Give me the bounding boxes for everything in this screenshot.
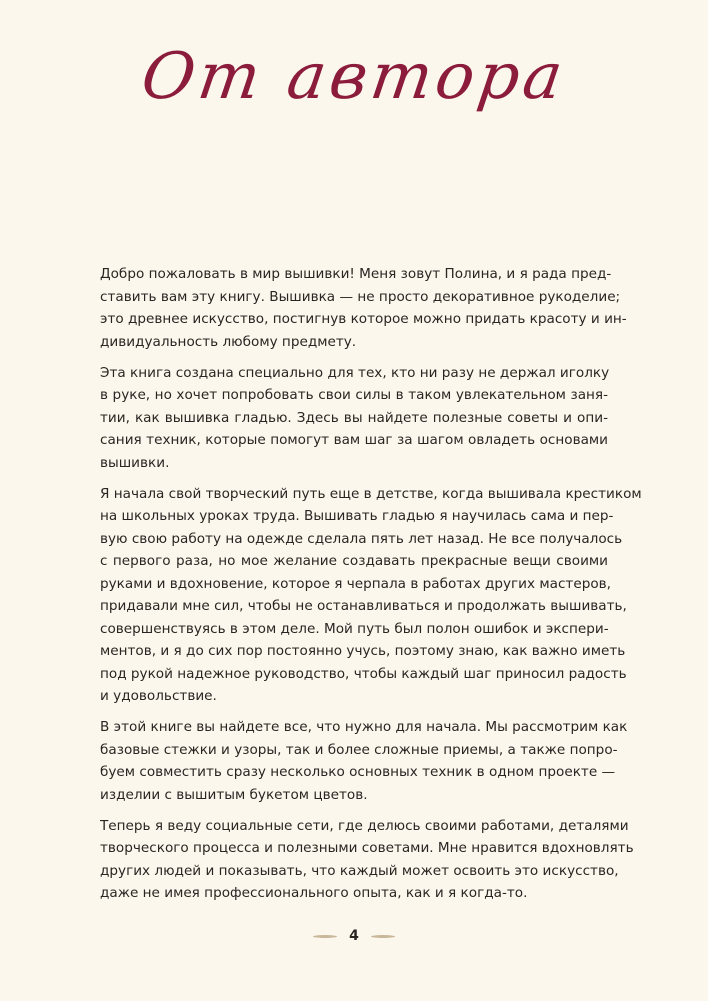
text-line: творческого процесса и полезными советами. Мне нравится вдохновлять <box>100 840 634 856</box>
text-line: дивидуальность любому предмету. <box>100 333 357 350</box>
ornament-left-icon <box>313 935 337 938</box>
text-line: и удовольствие. <box>100 688 217 704</box>
text-line: придавали мне сил, чтобы не останавливаться и продолжать вышивать, <box>100 598 627 614</box>
text-line: тии, как вышивка гладью. Здесь вы найдете полезные советы и опи- <box>100 409 608 426</box>
paragraph <box>100 716 628 806</box>
text-line: вышивки. <box>100 454 170 471</box>
text-line: в руке, но хочет попробовать свои силы в таком увлекательном заня- <box>100 387 608 403</box>
paragraph <box>100 483 642 708</box>
text-line: буем совместить сразу несколько основных техник в одном проекте — <box>100 764 616 780</box>
text-line: изделии с вышитым букетом цветов. <box>100 786 368 803</box>
paragraph <box>100 362 608 475</box>
page-footer <box>0 928 708 944</box>
paragraph <box>100 815 634 905</box>
page-title: От автора <box>137 40 571 114</box>
ornament-right-icon <box>371 935 395 938</box>
text-line: других людей и показывать, что каждый может освоить это искусство, <box>100 862 619 879</box>
text-line: даже не имея профессионального опыта, как и я когда-то. <box>100 885 528 901</box>
text-line: под рукой надежное руководство, чтобы каждый шаг приносил радость <box>100 665 627 682</box>
text-line: совершенствуясь в этом деле. Мой путь был полон ошибок и экспери- <box>100 620 609 637</box>
body-text <box>100 263 642 913</box>
text-line: сания техник, которые помогут вам шаг за шагом овладеть основами <box>100 432 608 448</box>
text-line: ментов, и я до сих пор постоянно учусь, поэтому знаю, как важно иметь <box>100 643 626 659</box>
text-line: это древнее искусство, постигнув которое можно придать красоту и ин- <box>100 311 627 327</box>
text-line: руками и вдохновение, которое я черпала в работах других мастеров, <box>100 575 611 592</box>
text-line: с первого раза, но мое желание создавать прекрасные вещи своими <box>100 553 608 569</box>
text-line: В этой книге вы найдете все, что нужно для начала. Мы рассмотрим как <box>100 719 628 735</box>
text-line: базовые стежки и узоры, так и более сложные приемы, а также попро- <box>100 741 618 758</box>
text-line: Добро пожаловать в мир вышивки! Меня зовут Полина, и я рада пред- <box>100 266 612 282</box>
text-line: на школьных уроках труда. Вышивать гладью я научилась сама и пер- <box>100 508 614 524</box>
text-line: вую свою работу на одежде сделала пять лет назад. Не все получалось <box>100 530 623 547</box>
paragraph <box>100 263 627 353</box>
text-line: ставить вам эту книгу. Вышивка — не просто декоративное рукоделие; <box>100 288 621 305</box>
page-number: 4 <box>349 928 359 944</box>
text-line: Теперь я веду социальные сети, где делюсь своими работами, деталями <box>100 817 629 834</box>
text-line: Я начала свой творческий путь еще в детстве, когда вышивала крестиком <box>100 485 642 502</box>
text-line: Эта книга создана специально для тех, кто ни разу не держал иголку <box>100 364 610 381</box>
